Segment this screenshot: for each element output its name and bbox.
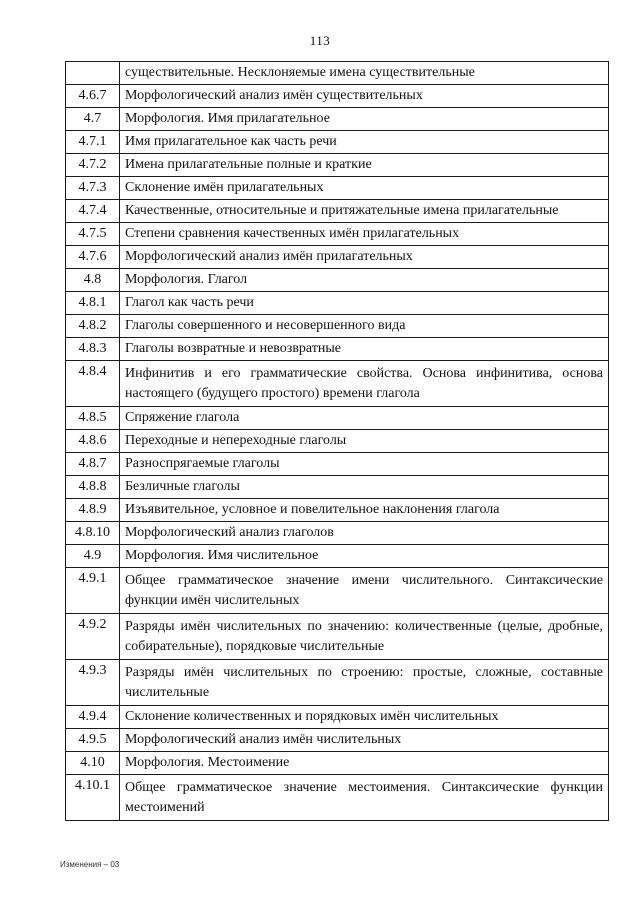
section-number: 4.10: [66, 752, 120, 775]
section-title: Глагол как часть речи: [120, 292, 609, 315]
section-number: 4.8.7: [66, 453, 120, 476]
section-number: 4.7.5: [66, 223, 120, 246]
section-number: 4.6.7: [66, 85, 120, 108]
table-row: [66, 430, 609, 453]
section-title: Глаголы совершенного и несовершенного вида: [120, 315, 609, 338]
section-title: существительные. Несклоняемые имена существительные: [120, 62, 609, 85]
table-row: [66, 706, 609, 729]
section-title: Изъявительное, условное и повелительное наклонения глагола: [120, 499, 609, 522]
section-title: Имя прилагательное как часть речи: [120, 131, 609, 154]
section-title: Морфологический анализ имён прилагательных: [120, 246, 609, 269]
table-row: [66, 108, 609, 131]
section-title: Морфологический анализ имён числительных: [120, 729, 609, 752]
section-number: 4.8.3: [66, 338, 120, 361]
table-row: [66, 131, 609, 154]
section-number: 4.7.4: [66, 200, 120, 223]
section-title: Разноспрягаемые глаголы: [120, 453, 609, 476]
section-number: 4.9.4: [66, 706, 120, 729]
table-row: [66, 62, 609, 85]
table-row: [66, 85, 609, 108]
page-number: 113: [309, 33, 331, 48]
section-number: 4.8.10: [66, 522, 120, 545]
section-number: 4.7.1: [66, 131, 120, 154]
table-row: [66, 315, 609, 338]
section-number: 4.9.1: [66, 568, 120, 614]
table-row: [66, 292, 609, 315]
section-title: Безличные глаголы: [120, 476, 609, 499]
table-row: [66, 752, 609, 775]
section-number: 4.7.3: [66, 177, 120, 200]
table-row: [66, 407, 609, 430]
section-title: Морфология. Местоимение: [120, 752, 609, 775]
section-title: Разряды имён числительных по строению: простые, сложные, составные числительные: [120, 660, 609, 706]
table-row: [66, 269, 609, 292]
section-title: Общее грамматическое значение имени числительного. Синтаксические функции имён числительных: [120, 568, 609, 614]
section-title: Морфология. Имя прилагательное: [120, 108, 609, 131]
table-row: [66, 177, 609, 200]
section-number: 4.7.2: [66, 154, 120, 177]
table-row: [66, 522, 609, 545]
table-row: [66, 476, 609, 499]
section-number: 4.7.6: [66, 246, 120, 269]
table-row: [66, 453, 609, 476]
contents-table: [65, 61, 609, 821]
section-number: 4.8.9: [66, 499, 120, 522]
section-title: Спряжение глагола: [120, 407, 609, 430]
table-row: [66, 154, 609, 177]
section-title: Глаголы возвратные и невозвратные: [120, 338, 609, 361]
table-row: [66, 338, 609, 361]
section-number: 4.9.3: [66, 660, 120, 706]
table-row: [66, 660, 609, 706]
section-title: Имена прилагательные полные и краткие: [120, 154, 609, 177]
section-number: [66, 62, 120, 85]
section-number: 4.8.1: [66, 292, 120, 315]
section-number: 4.8.4: [66, 361, 120, 407]
section-number: 4.8.2: [66, 315, 120, 338]
table-row: [66, 775, 609, 821]
table-row: [66, 223, 609, 246]
section-number: 4.8.6: [66, 430, 120, 453]
section-title: Склонение количественных и порядковых имён числительных: [120, 706, 609, 729]
table-row: [66, 361, 609, 407]
table-row: [66, 729, 609, 752]
section-number: 4.7: [66, 108, 120, 131]
section-number: 4.8.5: [66, 407, 120, 430]
table-row: [66, 545, 609, 568]
table-row: [66, 499, 609, 522]
section-title: Общее грамматическое значение местоимения. Синтаксические функции местоимений: [120, 775, 609, 821]
section-title: Разряды имён числительных по значению: количественные (целые, дробные, собирательные), порядковые числительные: [120, 614, 609, 660]
section-number: 4.9: [66, 545, 120, 568]
section-title: Морфология. Имя числительное: [120, 545, 609, 568]
section-title: Морфология. Глагол: [120, 269, 609, 292]
section-number: 4.8.8: [66, 476, 120, 499]
section-number: 4.9.5: [66, 729, 120, 752]
revision-footer: Изменения – 03: [60, 860, 120, 869]
section-number: 4.10.1: [66, 775, 120, 821]
section-title: Инфинитив и его грамматические свойства. Основа инфинитива, основа настоящего (будущего простого) времени глагола: [120, 361, 609, 407]
section-title: Морфологический анализ имён существительных: [120, 85, 609, 108]
table-row: [66, 614, 609, 660]
section-title: Степени сравнения качественных имён прилагательных: [120, 223, 609, 246]
section-title: Качественные, относительные и притяжательные имена прилагательные: [120, 200, 609, 223]
table-row: [66, 568, 609, 614]
section-title: Переходные и непереходные глаголы: [120, 430, 609, 453]
table-row: [66, 200, 609, 223]
section-number: 4.8: [66, 269, 120, 292]
section-number: 4.9.2: [66, 614, 120, 660]
section-title: Склонение имён прилагательных: [120, 177, 609, 200]
table-row: [66, 246, 609, 269]
section-title: Морфологический анализ глаголов: [120, 522, 609, 545]
